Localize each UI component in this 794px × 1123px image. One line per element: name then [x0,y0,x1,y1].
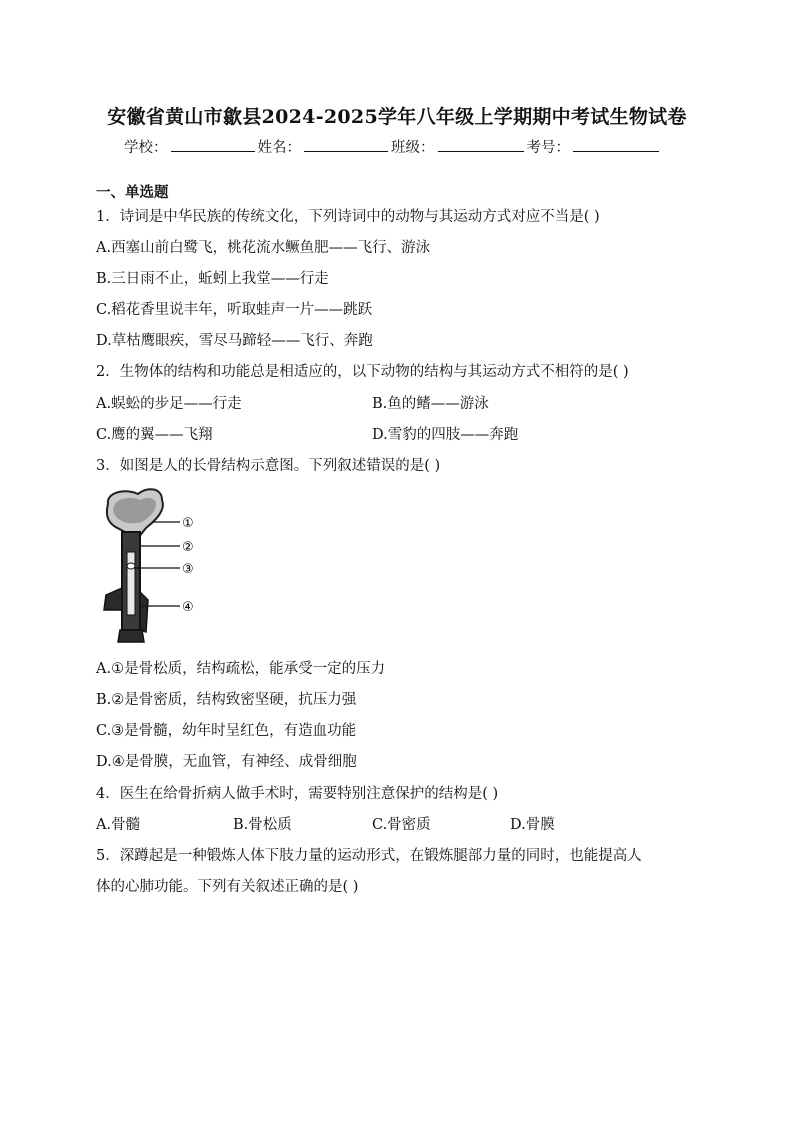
q2-option-b[interactable]: B.鱼的鳍——游泳 [372,396,489,412]
label-1: ① [182,516,194,531]
q1-option-c[interactable]: C.稻花香里说丰年，听取蛙声一片——跳跃 [96,302,373,318]
q5-stem-line2: 体的心肺功能。下列有关叙述正确的是( ) [96,879,359,895]
q4-option-d[interactable]: D.骨膜 [510,817,555,833]
q2-option-d[interactable]: D.雪豹的四肢——奔跑 [372,427,519,443]
bone-lower-end [118,630,144,642]
q4-stem: 4．医生在给骨折病人做手术时，需要特别注意保护的结构是( ) [96,786,499,802]
class-blank[interactable] [438,136,524,152]
page-title: 安徽省黄山市歙县2024-2025学年八年级上学期期中考试生物试卷 [107,106,687,128]
label-4: ④ [182,600,194,615]
q3-option-a[interactable]: A.①是骨松质，结构疏松，能承受一定的压力 [96,661,386,677]
q3-stem: 3．如图是人的长骨结构示意图。下列叙述错误的是( ) [96,458,441,474]
q4-option-c[interactable]: C.骨密质 [372,817,431,833]
section-heading: 一、单选题 [96,184,169,201]
school-blank[interactable] [171,136,255,152]
name-blank[interactable] [304,136,388,152]
number-blank[interactable] [573,136,659,152]
label-3: ③ [182,562,194,577]
q2-option-c[interactable]: C.鹰的翼——飞翔 [96,427,213,443]
marrow-spot [127,563,135,569]
number-label: 考号： [526,140,570,156]
q1-option-d[interactable]: D.草枯鹰眼疾，雪尽马蹄轻——飞行、奔跑 [96,333,373,349]
label-2: ② [182,540,194,555]
name-label: 姓名： [257,140,301,156]
long-bone-diagram [96,480,216,650]
q2-stem: 2．生物体的结构和功能总是相适应的，以下动物的结构与其运动方式不相符的是( ) [96,364,629,380]
marrow-cavity [127,552,135,615]
student-info-row [124,136,662,157]
q1-option-a[interactable]: A.西塞山前白鹭飞，桃花流水鳜鱼肥——飞行、游泳 [96,240,431,256]
q5-stem-line1: 5．深蹲起是一种锻炼人体下肢力量的运动形式，在锻炼腿部力量的同时，也能提高人 [96,848,642,864]
school-label: 学校： [124,140,168,156]
periosteum-flap [104,588,122,610]
q4-option-a[interactable]: A.骨髓 [96,817,141,833]
q1-option-b[interactable]: B.三日雨不止，蚯蚓上我堂——行走 [96,271,329,287]
periosteum-side [140,592,148,632]
q4-option-b[interactable]: B.骨松质 [233,817,292,833]
class-label: 班级： [391,140,435,156]
q2-option-a[interactable]: A.蜈蚣的步足——行走 [96,396,242,412]
q1-stem: 1．诗词是中华民族的传统文化，下列诗词中的动物与其运动方式对应不当是( ) [96,209,600,225]
q3-option-c[interactable]: C.③是骨髓，幼年时呈红色，有造血功能 [96,723,357,739]
q3-option-d[interactable]: D.④是骨膜，无血管，有神经、成骨细胞 [96,754,357,770]
q3-option-b[interactable]: B.②是骨密质，结构致密坚硬，抗压力强 [96,692,357,708]
